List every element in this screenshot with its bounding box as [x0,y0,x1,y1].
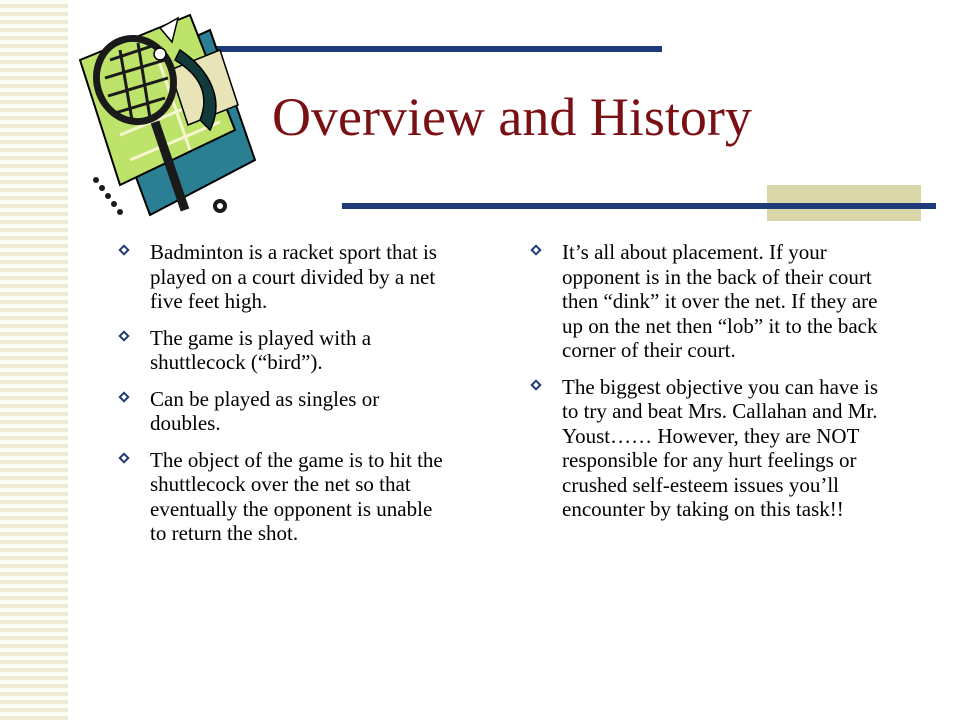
list-item [118,240,453,314]
left-bullet-list [118,240,453,558]
list-item [530,375,880,522]
list-item [118,326,453,375]
diamond-bullet-icon [530,244,541,255]
list-item [530,240,880,363]
diamond-bullet-icon [530,379,541,390]
list-item [118,448,453,546]
bullet-text: The object of the game is to hit the shuttlecock over the net so that eventually the opponent is unable to return the shot. [150,447,443,545]
bullet-text: The biggest objective you can have is to try and beat Mrs. Callahan and Mr. Youst…… However, they are NOT responsible for any hurt feelings or crushed self-esteem issues you’ll encounter by taking on this task!! [562,374,879,521]
diamond-bullet-icon [118,244,129,255]
left-striped-border [0,0,68,720]
bullet-text: Badminton is a racket sport that is played on a court divided by a net five feet high. [150,240,437,313]
slide-title: Overview and History [272,87,752,147]
badminton-racket-clipart-icon [60,10,270,230]
bullet-text: It’s all about placement. If your opponent is in the back of their court then “dink” it over the net. If they are up on the net then “lob” it to the back corner of their court. [562,240,878,362]
right-bullet-list [530,240,880,534]
title-bottom-rule [342,203,936,209]
diamond-bullet-icon [118,391,129,402]
list-item [118,387,453,436]
bullet-text: The game is played with a shuttlecock (“bird”). [150,325,372,374]
bullet-text: Can be played as singles or doubles. [150,386,380,435]
diamond-bullet-icon [118,452,129,463]
diamond-bullet-icon [118,330,129,341]
